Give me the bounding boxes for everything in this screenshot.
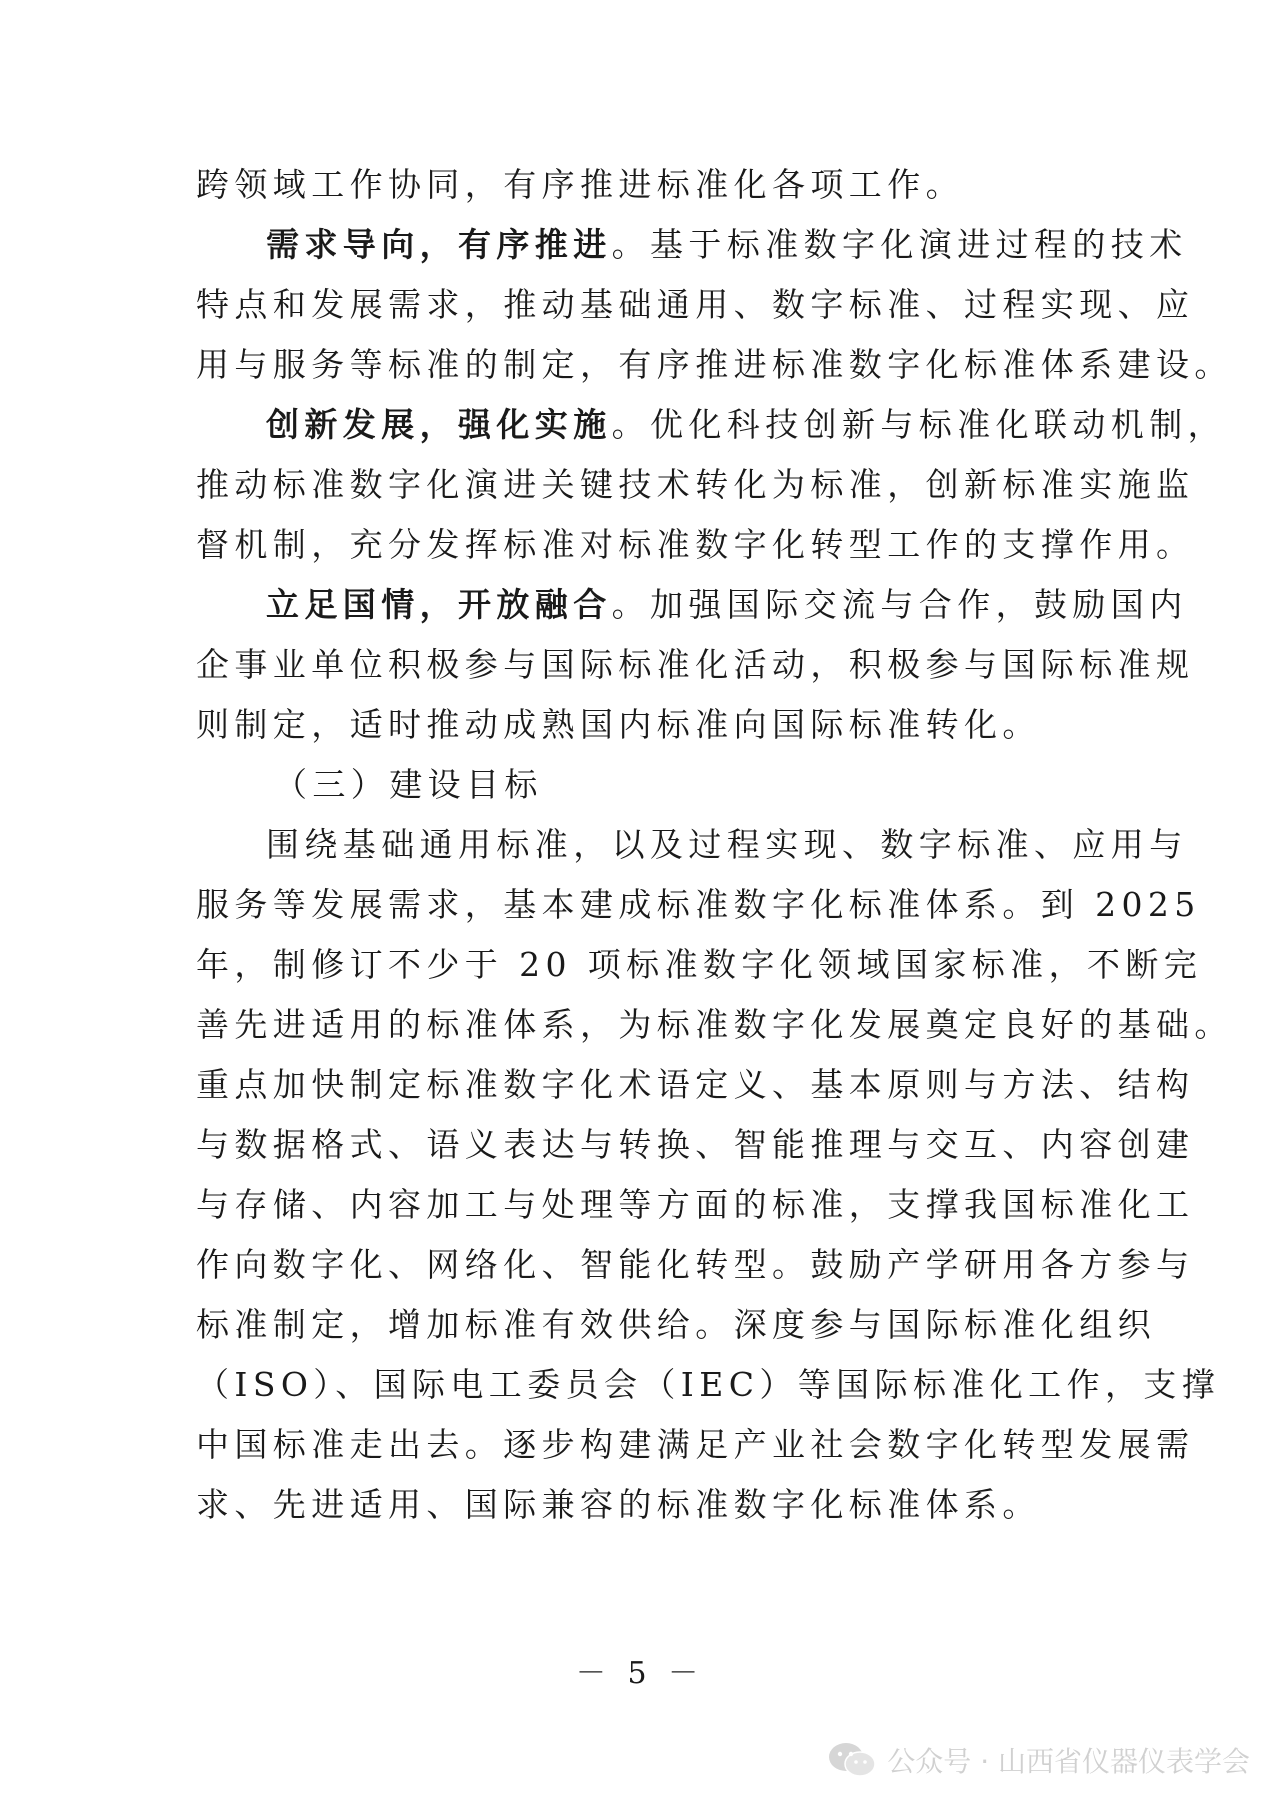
body-line: 跨领域工作协同，有序推进标准化各项工作。: [196, 165, 964, 204]
wechat-icon: [827, 1741, 877, 1779]
body-line: 与数据格式、语义表达与转换、智能推理与交互、内容创建: [196, 1125, 1195, 1164]
watermark: [827, 1740, 1250, 1780]
body-line: 推动标准数字化演进关键技术转化为标准，创新标准实施监: [196, 465, 1195, 504]
body-line: 重点加快制定标准数字化术语定义、基本原则与方法、结构: [196, 1065, 1195, 1104]
body-line: （ISO）、国际电工委员会（IEC）等国际标准化工作，支撑: [196, 1365, 1221, 1404]
principle-title: 创新发展，强化实施: [266, 405, 612, 444]
body-line: 则制定，适时推动成熟国内标准向国际标准转化。: [196, 705, 1041, 744]
body-line: 中国标准走出去。逐步构建满足产业社会数字化转型发展需: [196, 1425, 1195, 1464]
body-line: 作向数字化、网络化、智能化转型。鼓励产学研用各方参与: [196, 1245, 1195, 1284]
body-line: 年，制修订不少于 20 项标准数字化领域国家标准，不断完: [196, 945, 1203, 984]
principle-line: 需求导向，有序推进。基于标准数字化演进过程的技术: [266, 225, 1188, 264]
body-line: 特点和发展需求，推动基础通用、数字标准、过程实现、应: [196, 285, 1195, 324]
body-line: 标准制定，增加标准有效供给。深度参与国际标准化组织: [196, 1305, 1156, 1344]
body-line: 企事业单位积极参与国际标准化活动，积极参与国际标准规: [196, 645, 1195, 684]
body-line: 用与服务等标准的制定，有序推进标准数字化标准体系建设。: [196, 345, 1233, 384]
principle-line: 立足国情，开放融合。加强国际交流与合作，鼓励国内: [266, 585, 1188, 624]
body-line: 善先进适用的标准体系，为标准数字化发展奠定良好的基础。: [196, 1005, 1233, 1044]
body-line: 督机制，充分发挥标准对标准数字化转型工作的支撑作用。: [196, 525, 1195, 564]
body-line: 服务等发展需求，基本建成标准数字化标准体系。到 2025: [196, 885, 1201, 924]
principle-title: 需求导向，有序推进: [266, 225, 612, 264]
body-line: 围绕基础通用标准，以及过程实现、数字标准、应用与: [266, 825, 1188, 864]
body-line: 与存储、内容加工与处理等方面的标准，支撑我国标准化工: [196, 1185, 1195, 1224]
page-number: － 5 －: [575, 1656, 705, 1691]
principle-line: 创新发展，强化实施。优化科技创新与标准化联动机制，: [266, 405, 1227, 444]
body-line: 求、先进适用、国际兼容的标准数字化标准体系。: [196, 1485, 1041, 1524]
principle-title: 立足国情，开放融合: [266, 585, 612, 624]
section-heading: （三）建设目标: [274, 765, 543, 804]
watermark-text: 公众号 · 山西省仪器仪表学会: [887, 1745, 1250, 1778]
